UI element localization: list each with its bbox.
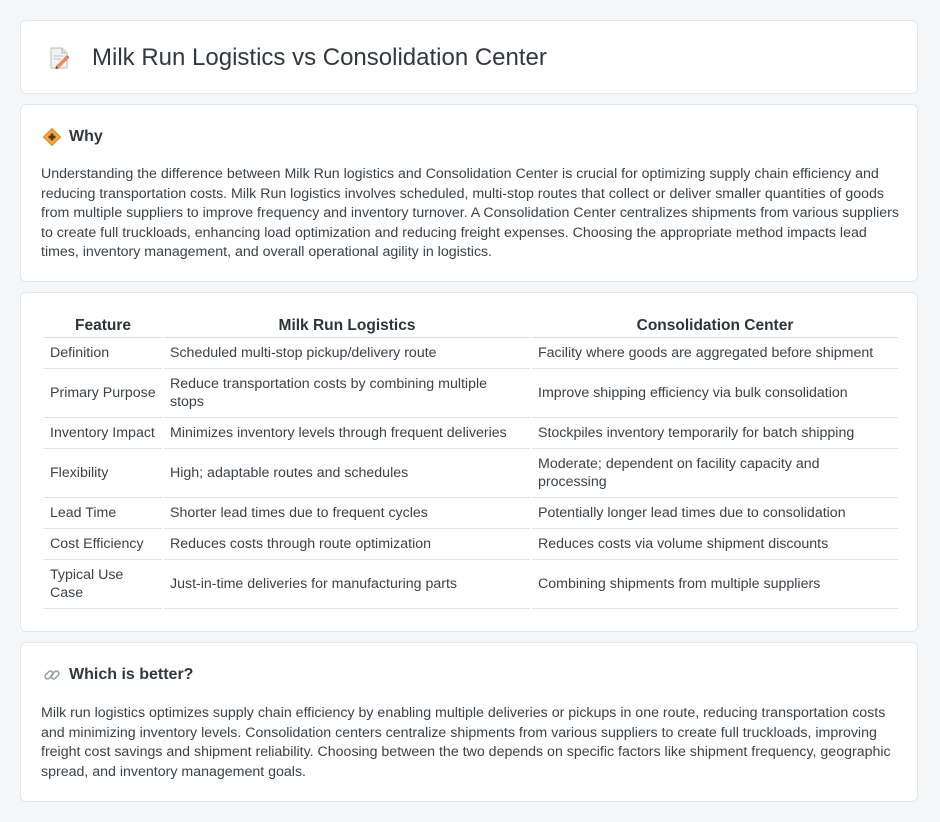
comparison-section bbox=[20, 292, 918, 632]
milk-run-cell: Minimizes inventory levels through frequent deliveries bbox=[164, 418, 530, 449]
feature-cell: Flexibility bbox=[44, 449, 162, 498]
consolidation-cell: Moderate; dependent on facility capacity and processing bbox=[532, 449, 898, 498]
header-milk-run: Milk Run Logistics bbox=[164, 315, 530, 338]
header-feature: Feature bbox=[44, 315, 162, 338]
consolidation-cell: Combining shipments from multiple suppliers bbox=[532, 560, 898, 609]
why-title: Why bbox=[69, 128, 103, 145]
header-consolidation: Consolidation Center bbox=[532, 315, 898, 338]
header-card bbox=[20, 20, 918, 94]
table-row bbox=[44, 498, 898, 529]
why-section bbox=[20, 104, 918, 282]
table-row bbox=[44, 529, 898, 560]
link-icon bbox=[43, 666, 61, 684]
diamond-sign-icon bbox=[43, 128, 61, 146]
document-pencil-icon bbox=[47, 46, 71, 70]
milk-run-cell: Shorter lead times due to frequent cycles bbox=[164, 498, 530, 529]
table-row bbox=[44, 449, 898, 498]
consolidation-cell: Facility where goods are aggregated before shipment bbox=[532, 338, 898, 369]
consolidation-cell: Stockpiles inventory temporarily for batch shipping bbox=[532, 418, 898, 449]
table-row bbox=[44, 560, 898, 609]
consolidation-cell: Reduces costs via volume shipment discounts bbox=[532, 529, 898, 560]
milk-run-cell: Reduces costs through route optimization bbox=[164, 529, 530, 560]
table-row bbox=[44, 369, 898, 418]
better-title: Which is better? bbox=[69, 666, 194, 683]
table-row bbox=[44, 418, 898, 449]
table-row bbox=[44, 338, 898, 369]
milk-run-cell: Reduce transportation costs by combining multiple stops bbox=[164, 369, 530, 418]
feature-cell: Definition bbox=[44, 338, 162, 369]
feature-cell: Cost Efficiency bbox=[44, 529, 162, 560]
feature-cell: Typical Use Case bbox=[44, 560, 162, 609]
which-is-better-section bbox=[20, 642, 918, 802]
table-header-row bbox=[44, 315, 898, 338]
feature-cell: Primary Purpose bbox=[44, 369, 162, 418]
consolidation-cell: Improve shipping efficiency via bulk consolidation bbox=[532, 369, 898, 418]
why-heading bbox=[43, 126, 103, 148]
milk-run-cell: Just-in-time deliveries for manufacturing parts bbox=[164, 560, 530, 609]
better-heading bbox=[43, 664, 193, 686]
feature-cell: Inventory Impact bbox=[44, 418, 162, 449]
milk-run-cell: High; adaptable routes and schedules bbox=[164, 449, 530, 498]
page-title: Milk Run Logistics vs Consolidation Center bbox=[92, 44, 547, 71]
milk-run-cell: Scheduled multi-stop pickup/delivery route bbox=[164, 338, 530, 369]
comparison-table bbox=[42, 315, 900, 609]
better-text: Milk run logistics optimizes supply chain efficiency by enabling multiple deliveries or pickups in one route, reducing transportation costs and minimizing inventory levels. Consolidation centers centralize shipments from various suppliers to create full truckloads, improving freight cost savings and shipment reliability. Choosing between the two depends on specific factors like shipment frequency, geographic spread, and inventory management goals. bbox=[41, 705, 891, 780]
why-text: Understanding the difference between Milk Run logistics and Consolidation Center is crucial for optimizing supply chain efficiency and reducing transportation costs. Milk Run logistics involves scheduled, multi-stop routes that collect or deliver smaller quantities of goods from multiple suppliers to improve frequency and inventory turnover. A Consolidation Center centralizes shipments from various suppliers to create full truckloads, enhancing load optimization and reducing freight expenses. Choosing the appropriate method impacts lead times, inventory management, and overall operational agility in logistics. bbox=[41, 166, 899, 261]
consolidation-cell: Potentially longer lead times due to consolidation bbox=[532, 498, 898, 529]
feature-cell: Lead Time bbox=[44, 498, 162, 529]
